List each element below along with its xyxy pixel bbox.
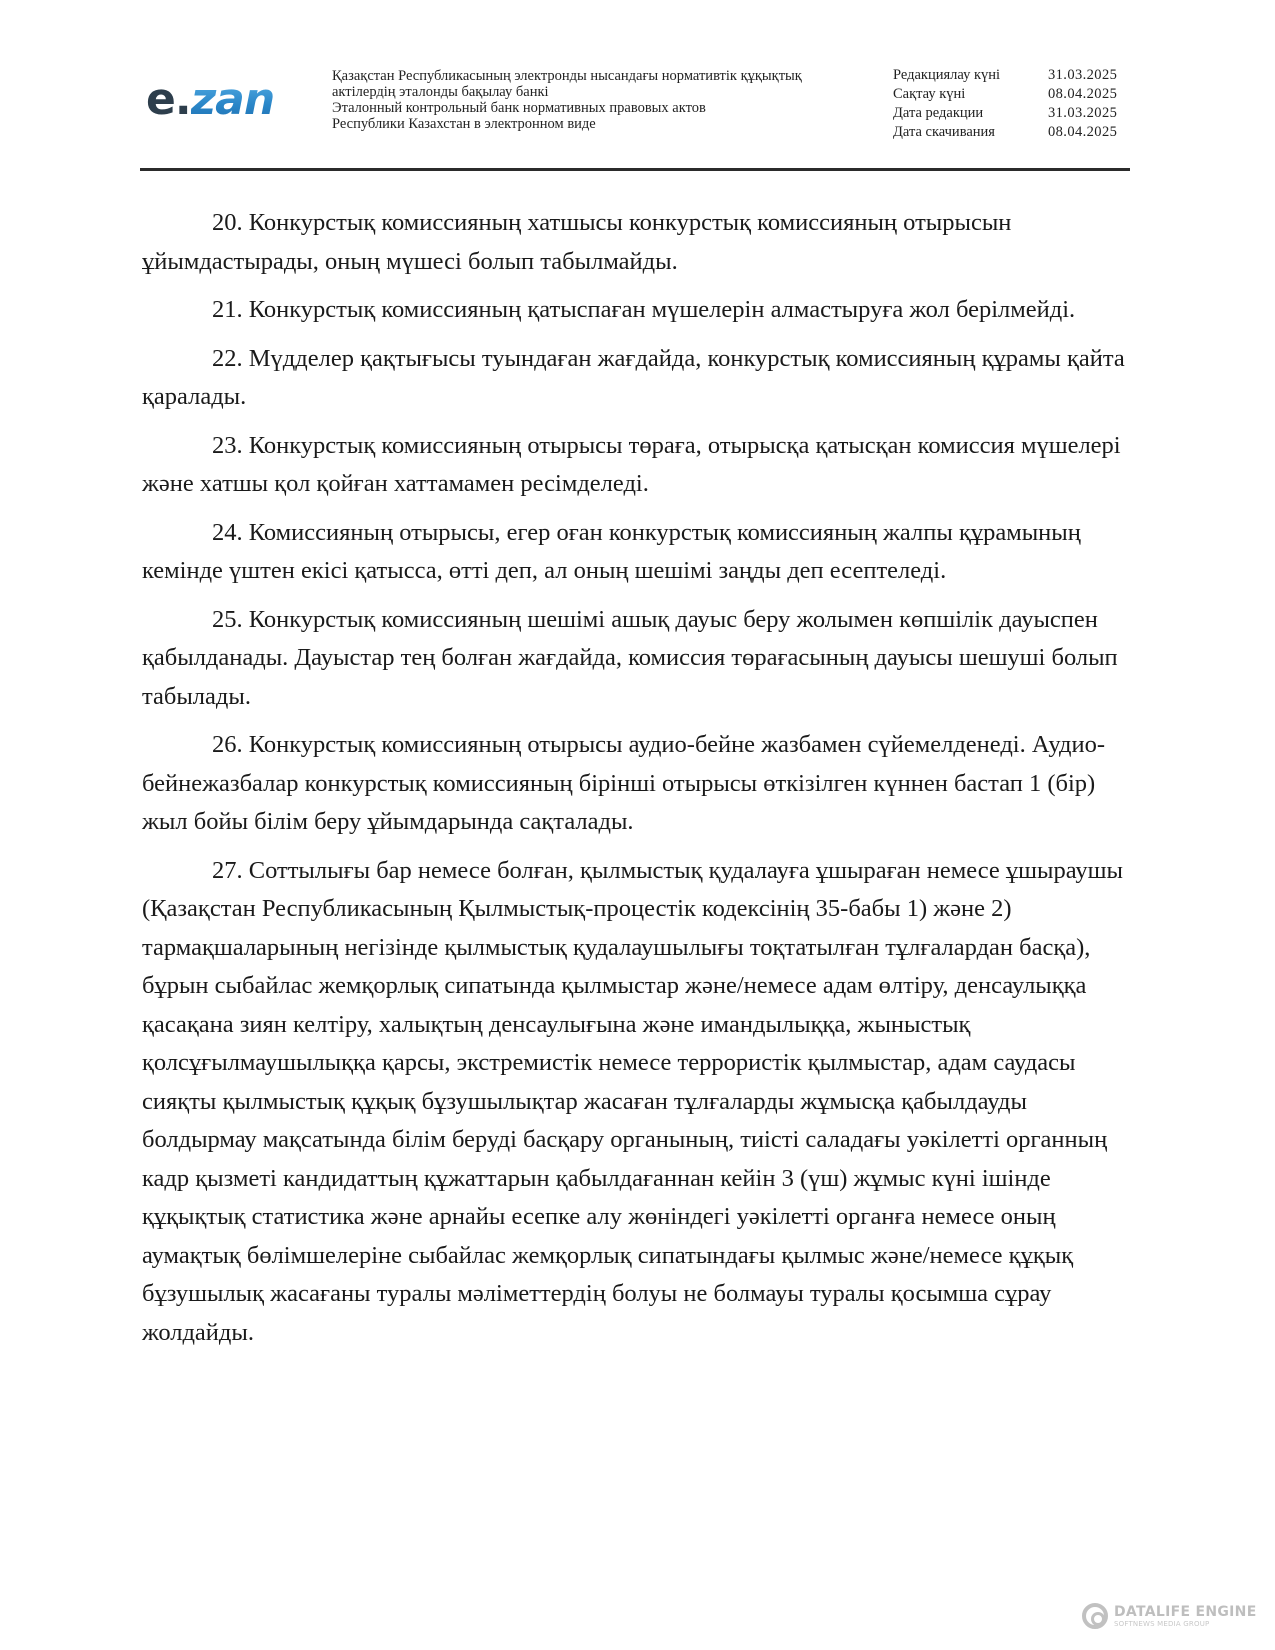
- watermark-title: DATALIFE ENGINE: [1114, 1603, 1257, 1620]
- document-body: [142, 204, 1132, 1362]
- paragraph-22: 22. Мүдделер қақтығысы туындаған жағдайда, конкурстық комиссияның құрамы қайта қаралады.: [142, 344, 1125, 410]
- paragraph-20: 20. Конкурстық комиссияның хатшысы конкурстық комиссияның отырысын ұйымдастырады, оның мүшесі болып табылмайды.: [142, 209, 1012, 275]
- datalife-watermark: [1082, 1603, 1257, 1629]
- meta-value: 08.04.2025: [1048, 86, 1118, 102]
- paragraph-26: 26. Конкурстық комиссияның отырысы аудио-бейне жазбамен сүйемелденеді. Аудио-бейнежазбалар конкурстық комиссияның бірінші отырысы өткізілген күннен бастап 1 (бір) жыл бойы білім беру ұйымдарында сақталады.: [142, 731, 1106, 835]
- meta-row: [893, 104, 1117, 123]
- datalife-logo-icon: [1082, 1603, 1108, 1629]
- ezan-logo: [146, 74, 274, 124]
- meta-label: Редакциялау күні: [893, 67, 1001, 83]
- document-header: [140, 64, 1130, 171]
- meta-row: [893, 85, 1117, 104]
- paragraph-25: 25. Конкурстық комиссияның шешімі ашық дауыс беру жолымен көпшілік дауыспен қабылданады. Дауыстар тең болған жағдайда, комиссия төрағасының дауысы шешуші болып табылады.: [142, 605, 1118, 710]
- logo-dot: .: [174, 74, 191, 125]
- paragraph-27: 27. Соттылығы бар немесе болған, қылмыстық қудалауға ұшыраған немесе ұшыраушы (Қазақстан Республикасының Қылмыстық-процестік кодексінің 35-бабы 1) және 2) тармақшаларының негізінде қылмыстық қудалаушылығы тоқтатылған тұлғалардан басқа), бұрын сыбайлас жемқорлық сипатында қылмыстар және/немесе адам өлтіру, денсаулыққа қасақана зиян келтіру, халықтың денсаулығына және имандылыққа, жыныстық қолсұғылмаушылыққа қарсы, экстремистік немесе террористік қылмыстар, адам саудасы сияқты қылмыстық құқық бұзушылықтар жасаған тұлғаларды жұмысқа қабылдауды болдырмау мақсатында білім беруді басқару органының, тиісті саладағы уәкілетті органның кадр қызметі кандидаттың құжаттарын қабылдағаннан кейін 3 (үш) жұмыс күні ішінде құқықтық статистика және арнайы есепке алу жөніндегі уәкілетті органға немесе оның аумақтық бөлімшелеріне сыбайлас жемқорлық сипатындағы қылмыс және/немесе құқық бұзушылық жасағаны туралы мәліметтердің болуы не болмауы туралы қосымша сұрау жолдайды.: [142, 856, 1123, 1346]
- paragraph-23: 23. Конкурстық комиссияның отырысы төраға, отырысқа қатысқан комиссия мүшелері және хатшы қол қойған хаттамамен ресімделеді.: [142, 431, 1121, 497]
- header-desc-line: Республики Казахстан в электронном виде: [332, 116, 596, 132]
- paragraph-24: 24. Комиссияның отырысы, егер оған конкурстық комиссияның жалпы құрамының кемінде үштен екісі қатысса, өтті деп, ал оның шешімі заңды деп есептеледі.: [142, 518, 1081, 584]
- logo-e: e: [146, 74, 175, 125]
- paragraph-21: 21. Конкурстық комиссияның қатыспаған мүшелерін алмастыруға жол берілмейді.: [212, 296, 1076, 323]
- watermark-text: [1114, 1605, 1257, 1628]
- header-desc-line: Қазақстан Республикасының электронды нысандағы нормативтік құқықтық: [332, 68, 802, 84]
- meta-value: 08.04.2025: [1048, 124, 1118, 140]
- meta-label: Дата скачивания: [893, 124, 995, 140]
- meta-label: Дата редакции: [893, 105, 984, 121]
- meta-row: [893, 66, 1117, 85]
- logo-zan: zan: [190, 74, 275, 125]
- header-description: [332, 68, 802, 132]
- meta-value: 31.03.2025: [1048, 67, 1118, 83]
- header-desc-line: актілердің эталонды бақылау банкі: [332, 84, 549, 100]
- header-desc-line: Эталонный контрольный банк нормативных правовых актов: [332, 100, 706, 116]
- meta-value: 31.03.2025: [1048, 105, 1118, 121]
- meta-dates-table: [893, 66, 1117, 142]
- watermark-subtitle: SOFTNEWS MEDIA GROUP: [1114, 1619, 1210, 1628]
- meta-row: [893, 123, 1117, 142]
- meta-label: Сақтау күні: [893, 86, 966, 102]
